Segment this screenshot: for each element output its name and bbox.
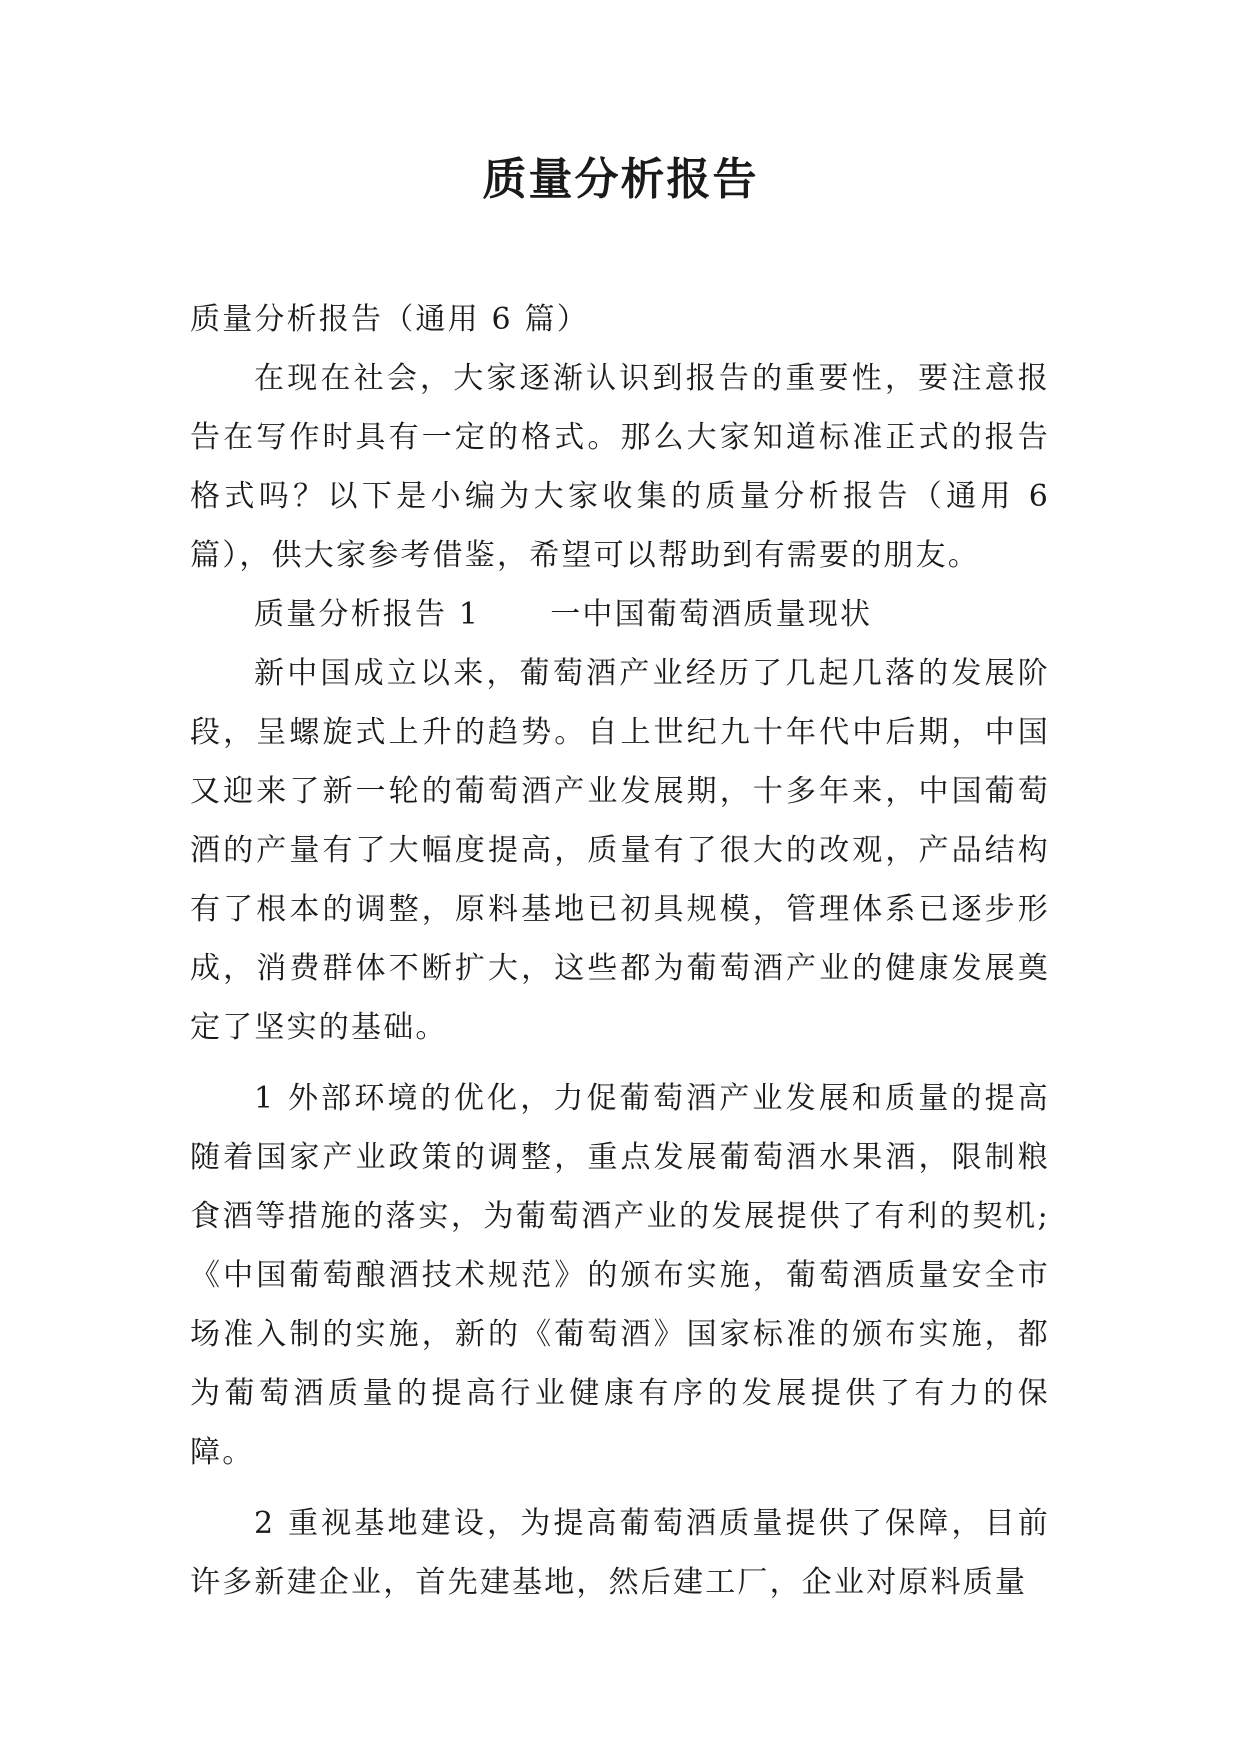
body-paragraph-3: 2 重视基地建设，为提高葡萄酒质量提供了保障，目前许多新建企业，首先建基地，然后建工厂，企业对原料质量: [190, 1506, 1050, 1600]
body-paragraph-1: 新中国成立以来，葡萄酒产业经历了几起几落的发展阶段，呈螺旋式上升的趋势。自上世纪九十年代中后期，中国又迎来了新一轮的葡萄酒产业发展期，十多年来，中国葡萄酒的产量有了大幅度提高，质量有了很大的改观，产品结构有了根本的调整，原料基地已初具规模，管理体系已逐步形成，消费群体不断扩大，这些都为葡萄酒产业的健康发展奠定了坚实的基础。: [190, 656, 1050, 1045]
body-paragraph-2: 1 外部环境的优化，力促葡萄酒产业发展和质量的提高随着国家产业政策的调整，重点发展葡萄酒水果酒，限制粮食酒等措施的落实，为葡萄酒产业的发展提供了有利的契机;《中国葡萄酿酒技术规范》的颁布实施，葡萄酒质量安全市场准入制的实施，新的《葡萄酒》国家标准的颁布实施，都为葡萄酒质量的提高行业健康有序的发展提供了有力的保障。: [190, 1081, 1050, 1470]
section-heading: [190, 585, 1050, 644]
section-heading-text: 一中国葡萄酒质量现状: [550, 597, 873, 632]
document-body: [190, 290, 1050, 1612]
intro-paragraph: 在现在社会，大家逐渐认识到报告的重要性，要注意报告在写作时具有一定的格式。那么大家知道标准正式的报告格式吗？以下是小编为大家收集的质量分析报告（通用 6 篇），供大家参考借鉴，希望可以帮助到有需要的朋友。: [190, 361, 1050, 573]
document-title: 质量分析报告: [482, 154, 759, 205]
document-subtitle: 质量分析报告（通用 6 篇）: [190, 302, 589, 337]
section-heading-number: 质量分析报告 1: [254, 597, 481, 632]
